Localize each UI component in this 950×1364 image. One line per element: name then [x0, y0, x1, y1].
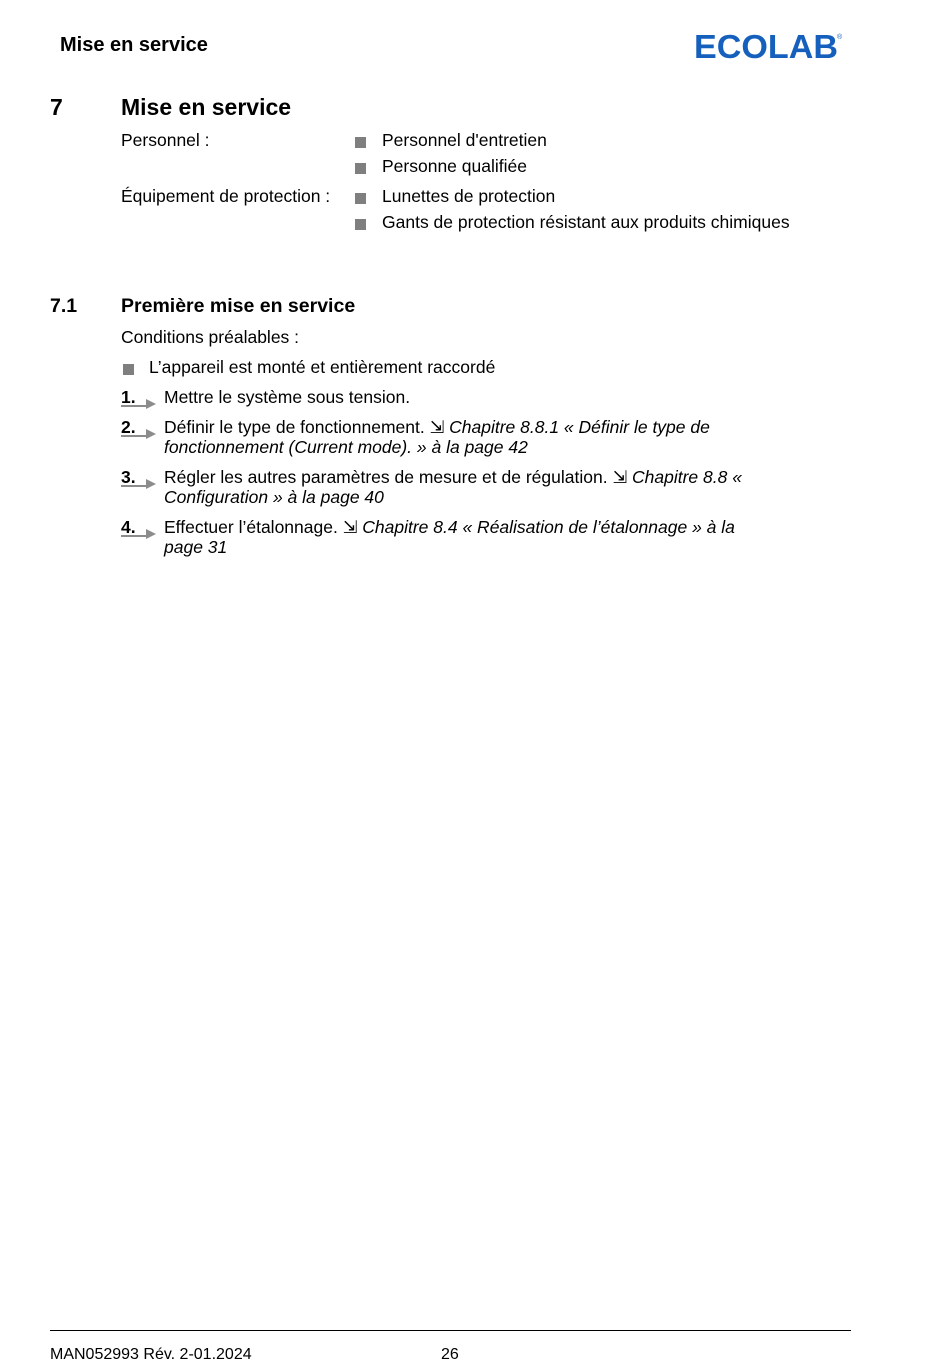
- personnel-item: Personne qualifiée: [382, 156, 527, 176]
- step-text: Effectuer l’étalonnage. ⇲ Chapitre 8.4 « Réalisation de l’étalonnage » à la page 31: [164, 517, 735, 557]
- svg-text:ECOLAB: ECOLAB: [694, 30, 838, 62]
- step-number: 1.: [121, 387, 136, 407]
- personnel-label: Personnel :: [121, 130, 210, 150]
- subsection-number: 7.1: [50, 295, 78, 317]
- subsection-title: Première mise en service: [121, 295, 356, 317]
- step-number: 4.: [121, 517, 136, 537]
- list-bullet-icon: [355, 135, 366, 153]
- protection-label: Équipement de protection :: [121, 186, 331, 206]
- footer-divider: [50, 1330, 851, 1331]
- footer-document-reference: MAN052993 Rév. 2-01.2024: [50, 1346, 252, 1363]
- cross-reference-link[interactable]: Chapitre 8.8 « Configuration » à la page 40: [164, 467, 742, 507]
- step-arrow-icon: [121, 526, 157, 540]
- list-bullet-icon: [355, 161, 366, 179]
- prerequisites-label: Conditions préalables :: [121, 327, 300, 347]
- footer-page-number: 26: [441, 1346, 459, 1363]
- step-number: 3.: [121, 467, 136, 487]
- step-text: Définir le type de fonctionnement. ⇲ Chapitre 8.8.1 « Définir le type de fonctionnement (Current mode). » à la page 42: [164, 417, 710, 457]
- list-bullet-icon: [355, 217, 366, 235]
- section-title: Mise en service: [121, 94, 292, 120]
- personnel-item: Personnel d'entretien: [382, 130, 547, 150]
- ecolab-logo: [694, 30, 844, 62]
- svg-text:®: ®: [837, 34, 843, 41]
- cross-reference-link[interactable]: Chapitre 8.4 « Réalisation de l’étalonnage » à la page 31: [164, 517, 735, 557]
- list-bullet-icon: [355, 191, 366, 209]
- protection-item: Lunettes de protection: [382, 186, 556, 206]
- list-bullet-icon: [123, 362, 134, 380]
- cross-reference-icon: ⇲: [612, 467, 628, 487]
- step-arrow-icon: [121, 476, 157, 490]
- running-title: Mise en service: [60, 34, 208, 56]
- step-text: Régler les autres paramètres de mesure et de régulation. ⇲ Chapitre 8.8 « Configuration » à la page 40: [164, 467, 742, 507]
- protection-item: Gants de protection résistant aux produits chimiques: [382, 212, 790, 232]
- step-arrow-icon: [121, 426, 157, 440]
- step-arrow-icon: [121, 396, 157, 410]
- step-text: Mettre le système sous tension.: [164, 387, 411, 407]
- step-number: 2.: [121, 417, 136, 437]
- prerequisite-item: L’appareil est monté et entièrement raccordé: [149, 357, 496, 377]
- cross-reference-icon: ⇲: [342, 517, 358, 537]
- section-number: 7: [50, 94, 63, 120]
- cross-reference-link[interactable]: Chapitre 8.8.1 « Définir le type de fonctionnement (Current mode). » à la page 42: [164, 417, 710, 457]
- cross-reference-icon: ⇲: [429, 417, 445, 437]
